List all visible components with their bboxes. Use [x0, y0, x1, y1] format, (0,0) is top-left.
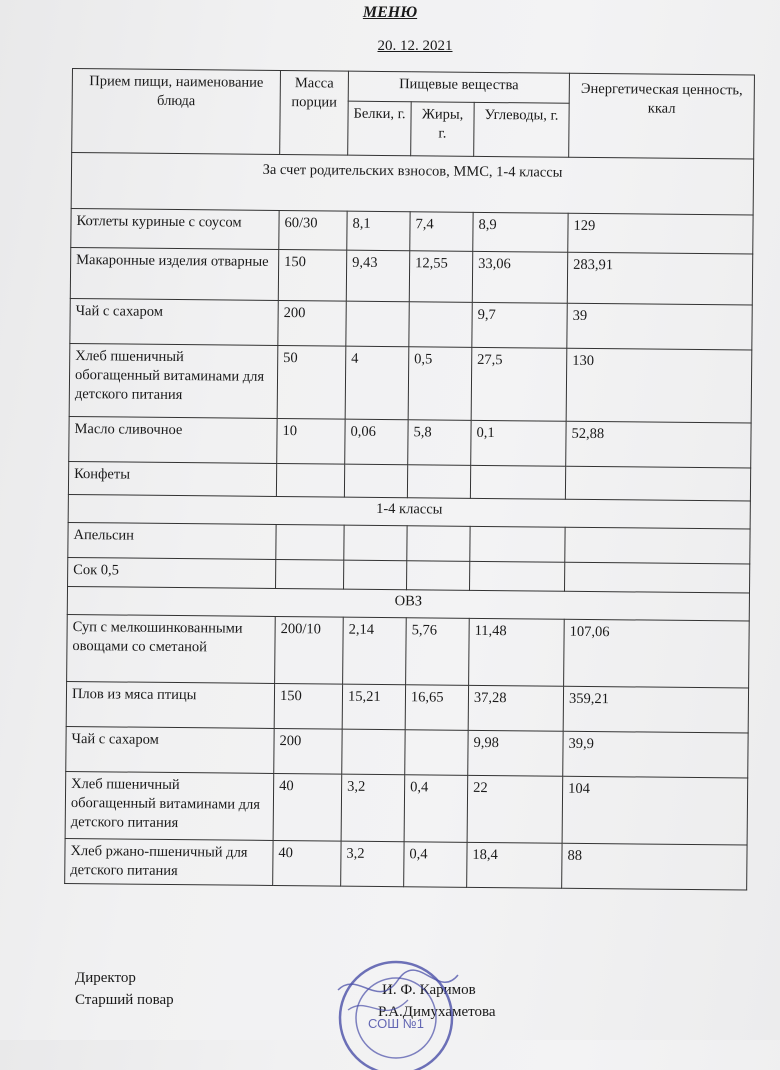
- cell-protein: [346, 301, 409, 347]
- header-fat: Жиры, г.: [411, 102, 475, 157]
- stamp-text: СОШ №1: [368, 1016, 424, 1031]
- cell-mass: [276, 463, 344, 497]
- cell-mass: 150: [274, 683, 342, 729]
- cell-protein: 3,2: [341, 774, 405, 842]
- cell-carbs: 18,4: [467, 842, 562, 888]
- cell-name: Масло сливочное: [69, 416, 277, 463]
- cell-carbs: 0,1: [471, 420, 566, 466]
- cook-name: Р.А.Димухаметова: [378, 1004, 496, 1020]
- cell-fat: 5,8: [408, 420, 471, 466]
- table-row: [66, 726, 748, 778]
- cell-mass: 40: [273, 840, 341, 886]
- cell-name: Хлеб ржано-пшеничный для детского питания: [65, 838, 273, 885]
- cell-kcal: [565, 466, 750, 501]
- cell-protein: [344, 560, 407, 590]
- header-carbs: Углеводы, г.: [474, 102, 570, 157]
- cell-protein: 15,21: [342, 684, 405, 730]
- cell-mass: 200/10: [275, 616, 344, 684]
- cell-name: Сок 0,5: [68, 557, 276, 588]
- section-header: За счет родительских взносов, ММС, 1-4 классы: [71, 153, 754, 216]
- cell-mass: 60/30: [279, 210, 347, 250]
- table-row: [70, 247, 752, 305]
- cell-name: Плов из мяса птицы: [66, 681, 274, 728]
- document-title: МЕНЮ: [362, 4, 418, 21]
- cell-mass: 40: [273, 773, 342, 841]
- table-row: [65, 771, 748, 845]
- cell-carbs: 37,28: [468, 685, 563, 731]
- cell-name: Хлеб пшеничный обогащенный витаминами для детского питания: [65, 771, 274, 840]
- cell-fat: 0,4: [404, 775, 468, 843]
- cell-protein: 0,06: [345, 419, 408, 465]
- cell-fat: 12,55: [409, 251, 472, 303]
- document-date: 20. 12. 2021: [377, 38, 453, 54]
- cell-kcal: 130: [566, 348, 752, 423]
- cell-protein: 8,1: [347, 211, 410, 251]
- cell-name: Чай с сахаром: [66, 726, 274, 773]
- table-row: [66, 681, 748, 733]
- cell-kcal: 129: [568, 213, 753, 254]
- cell-carbs: [470, 561, 565, 591]
- cell-kcal: [565, 562, 750, 593]
- cell-fat: 5,76: [406, 618, 470, 686]
- table-row: [65, 838, 747, 890]
- cell-mass: 50: [277, 345, 346, 419]
- cell-fat: [405, 730, 468, 776]
- table-row: [69, 343, 752, 423]
- cell-kcal: 39: [567, 303, 752, 350]
- cell-protein: 3,2: [341, 841, 404, 887]
- cell-name: Чай с сахаром: [70, 298, 278, 345]
- cell-mass: 200: [274, 728, 342, 774]
- cell-kcal: [565, 527, 750, 564]
- cook-label: Старший повар: [75, 992, 174, 1008]
- cell-kcal: 283,91: [567, 252, 752, 305]
- header-protein: Белки, г.: [348, 101, 412, 156]
- cell-protein: 4: [345, 346, 409, 420]
- cell-carbs: 8,9: [473, 212, 568, 252]
- cell-kcal: 88: [562, 843, 747, 890]
- cell-mass: 200: [278, 300, 346, 346]
- cell-fat: [409, 302, 472, 348]
- cell-name: Апельсин: [68, 522, 276, 559]
- table-row: [71, 208, 753, 254]
- header-mass: Масса порции: [280, 71, 349, 156]
- menu-table-body: [65, 153, 754, 891]
- cell-fat: 16,65: [405, 685, 468, 731]
- cell-protein: [344, 525, 407, 561]
- cell-fat: [407, 526, 470, 562]
- cell-carbs: 9,7: [472, 302, 567, 348]
- cell-protein: 2,14: [343, 617, 407, 685]
- cell-mass: [276, 559, 344, 589]
- cell-carbs: 11,48: [469, 618, 565, 686]
- cell-mass: [276, 524, 344, 560]
- cell-mass: 150: [278, 249, 346, 301]
- cell-name: Суп с мелкошинкованными овощами со сметаной: [67, 614, 276, 683]
- cell-carbs: 9,98: [468, 730, 563, 776]
- cell-carbs: 33,06: [472, 251, 568, 303]
- school-stamp: [318, 950, 473, 1070]
- cell-protein: [342, 729, 405, 775]
- cell-kcal: 52,88: [566, 421, 751, 468]
- cell-name: Макаронные изделия отварные: [70, 247, 278, 300]
- header-meal: Прием пищи, наименование блюда: [72, 69, 281, 155]
- cell-name: Конфеты: [68, 461, 276, 496]
- cell-carbs: [470, 465, 565, 499]
- cell-name: Котлеты куриные с соусом: [71, 208, 279, 249]
- director-label: Директор: [75, 970, 136, 986]
- table-row: [69, 416, 751, 468]
- cell-fat: 7,4: [410, 212, 473, 252]
- cell-mass: 10: [277, 418, 345, 464]
- cell-fat: 0,4: [404, 842, 467, 888]
- cell-carbs: 27,5: [471, 347, 567, 421]
- cell-protein: [344, 464, 407, 498]
- cell-kcal: 359,21: [563, 686, 748, 733]
- cell-protein: 9,43: [346, 250, 409, 302]
- header-energy: Энергетическая ценность, ккал: [569, 73, 755, 159]
- cell-carbs: 22: [467, 775, 563, 843]
- table-row: [70, 298, 752, 350]
- menu-table: [64, 68, 755, 891]
- signature-mark: [338, 970, 458, 992]
- cell-kcal: 107,06: [564, 619, 750, 688]
- header-nutrients: Пищевые вещества: [348, 71, 569, 103]
- section-header: 1-4 классы: [68, 494, 750, 529]
- cell-name: Хлеб пшеничный обогащенный витаминами для детского питания: [69, 343, 278, 418]
- section-header: ОВЗ: [67, 586, 749, 621]
- cell-fat: 0,5: [408, 347, 472, 421]
- cell-fat: [407, 561, 470, 591]
- table-row: [67, 614, 750, 688]
- cell-fat: [407, 465, 470, 499]
- cell-kcal: 39,9: [563, 731, 748, 778]
- cell-kcal: 104: [562, 776, 748, 845]
- director-name: И. Ф. Каримов: [382, 982, 476, 998]
- cell-carbs: [470, 526, 565, 562]
